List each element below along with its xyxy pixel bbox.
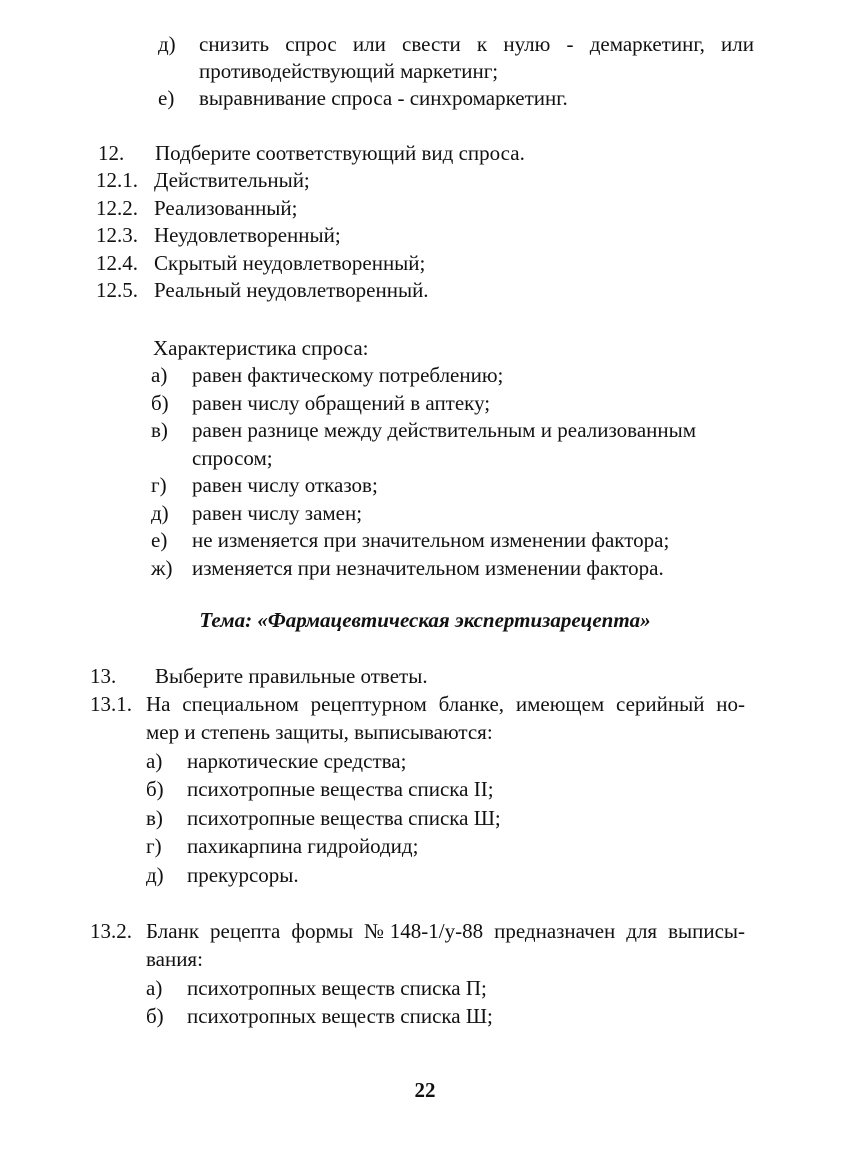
option-text: спросом; [192,446,273,470]
question-number: 12. [98,141,125,165]
option-marker: а) [151,363,168,387]
item-number: 12.4. [96,251,138,275]
item-text: Скрытый неудовлетворенный; [154,251,426,275]
question-prompt: Выберите правильные ответы. [155,664,428,688]
subquestion-text: вания: [146,947,203,971]
option-text: психотропные вещества списка II; [187,777,494,801]
option-text: равен числу замен; [192,501,363,525]
option-marker: в) [151,418,168,442]
item-text: Действительный; [154,168,310,192]
option-text: равен числу обращений в аптеку; [192,391,491,415]
option-marker: в) [146,806,163,830]
subquestion-number: 13.2. [90,919,132,943]
option-text: не изменяется при значительном изменении фактора; [192,528,670,552]
option-marker: е) [151,528,168,552]
option-marker: ж) [151,556,173,580]
option-text: равен разнице между действительным и реализованным [192,418,697,442]
option-text: прекурсоры. [187,863,299,887]
list-item-text: выравнивание спроса - синхромаркетинг. [199,86,568,110]
option-marker: д) [146,863,164,887]
question-number: 13. [90,664,117,688]
option-text: равен числу отказов; [192,473,378,497]
option-marker: б) [146,777,164,801]
item-number: 12.5. [96,278,138,302]
option-text: пахикарпина гидройодид; [187,834,419,858]
option-marker: д) [151,501,169,525]
option-marker: а) [146,749,163,773]
option-marker: б) [146,1004,164,1028]
page-number: 22 [414,1078,436,1102]
option-marker: а) [146,976,163,1000]
item-text: Неудовлетворенный; [154,223,341,247]
option-text: психотропных веществ списка Ш; [187,1004,493,1028]
option-text: психотропных веществ списка П; [187,976,487,1000]
item-text: Реализованный; [154,196,298,220]
subquestion-text: Бланк рецепта формы №148-1/у-88 предназначен для выписы- [146,919,745,943]
list-marker: е) [158,86,175,110]
topic-title: Тема: «Фармацевтическая экспертизарецепта» [199,608,651,632]
item-text: Реальный неудовлетворенный. [154,278,429,302]
list-marker: д) [158,32,176,56]
list-item-text: снизить спрос или свести к нулю - демаркетинг, или [199,32,754,56]
item-number: 12.1. [96,168,138,192]
item-number: 12.2. [96,196,138,220]
subquestion-text: На специальном рецептурном бланке, имеющем серийный но- [146,692,745,716]
option-marker: г) [151,473,167,497]
subquestion-text: мер и степень защиты, выписываются: [146,720,493,744]
option-marker: б) [151,391,169,415]
item-number: 12.3. [96,223,138,247]
subquestion-number: 13.1. [90,692,132,716]
list-item-text: противодействующий маркетинг; [199,59,499,83]
question-prompt: Подберите соответствующий вид спроса. [155,141,525,165]
option-text: изменяется при незначительном изменении фактора. [192,556,664,580]
option-text: психотропные вещества списка Ш; [187,806,501,830]
characteristic-heading: Характеристика спроса: [153,336,369,360]
option-text: равен фактическому потреблению; [192,363,504,387]
option-marker: г) [146,834,162,858]
option-text: наркотические средства; [187,749,407,773]
